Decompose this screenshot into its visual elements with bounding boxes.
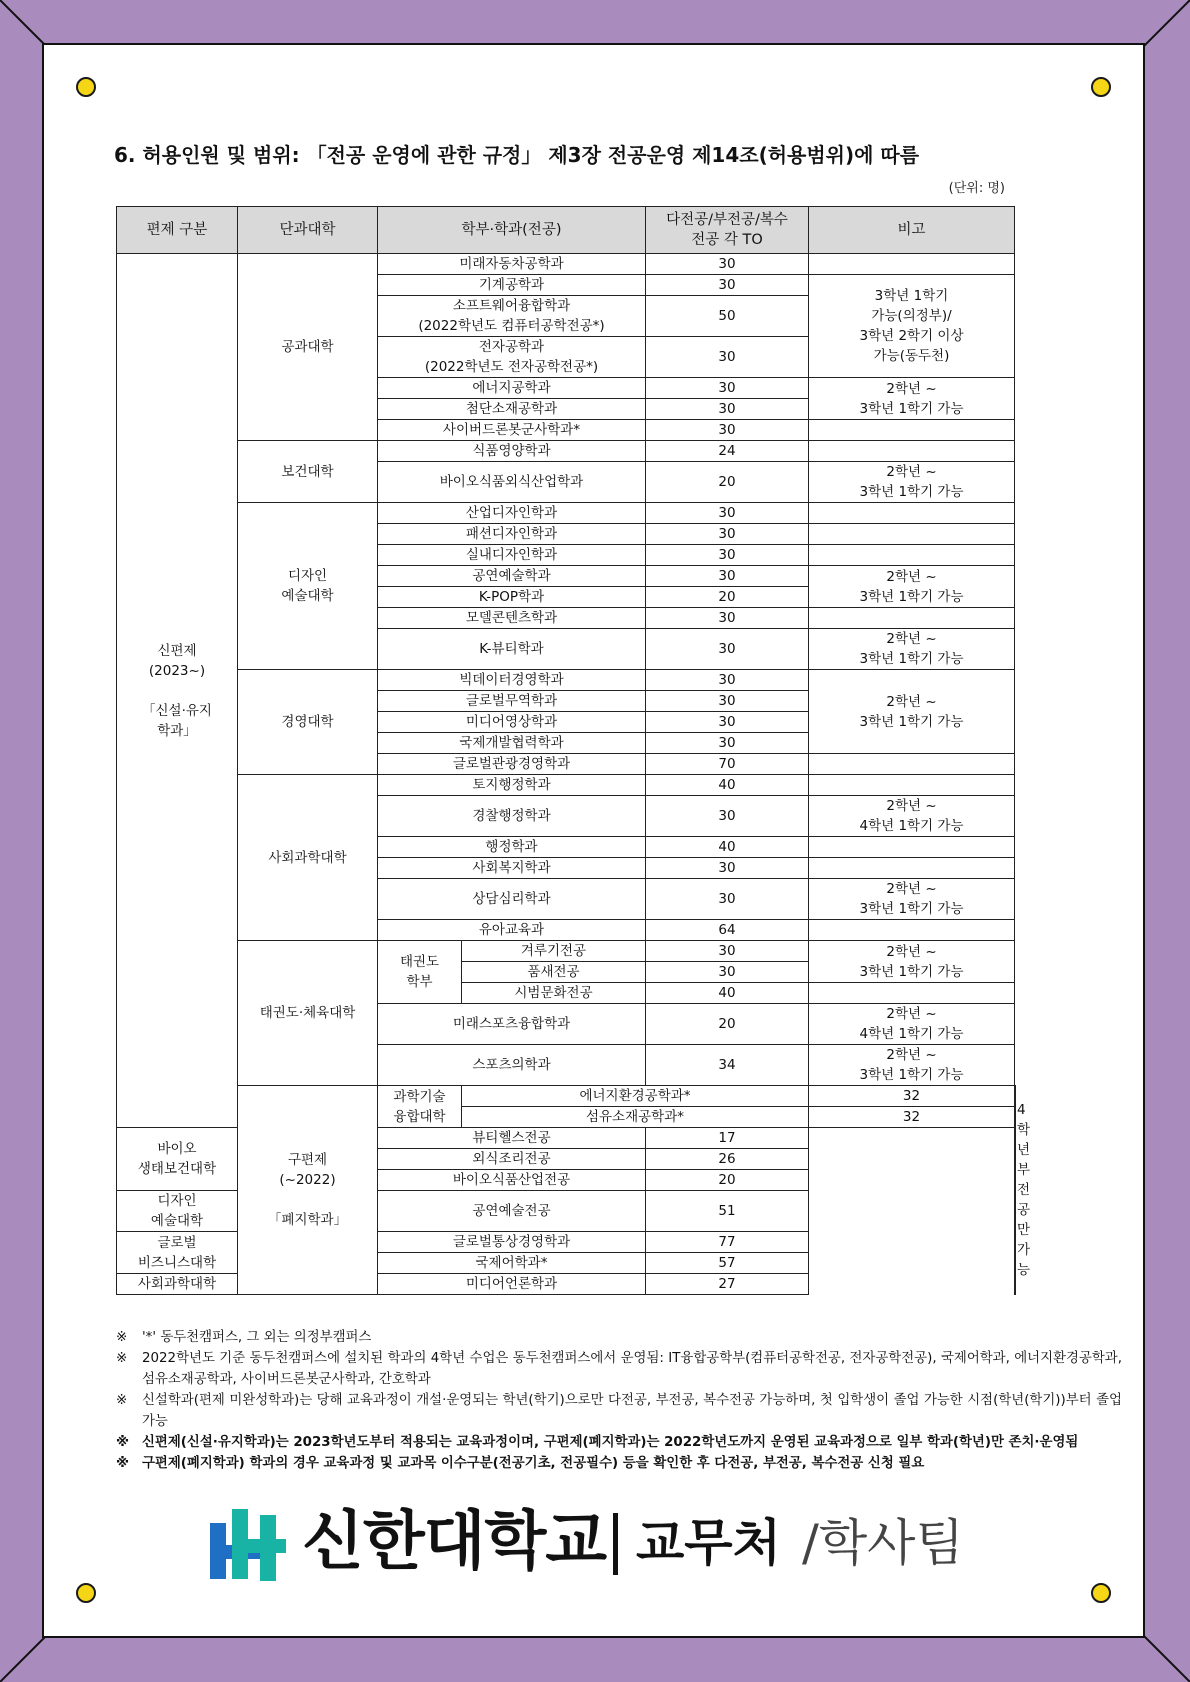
dept-cell: 뷰티헬스전공	[378, 1128, 646, 1149]
to-cell: 32	[809, 1107, 1015, 1128]
corner-pin	[1091, 77, 1111, 97]
dept-cell: 미디어영상학과	[378, 712, 646, 733]
note-text: 신설학과(편제 미완성학과)는 당해 교육과정이 개설·운영되는 학년(학기)으로만 다전공, 부전공, 복수전공 가능하며, 첫 입학생이 졸업 가능한 시점(학년(학기))부터 졸업 가능	[142, 1393, 1122, 1429]
footnote	[116, 1348, 1122, 1390]
note-mark: ※	[116, 1351, 128, 1366]
remark-cell	[809, 983, 1015, 1004]
remark-cell	[809, 545, 1015, 566]
remark-cell: 2학년 ~ 4학년 1학기 가능	[809, 796, 1015, 837]
logo-name: 신한대학교	[302, 1505, 607, 1579]
dept-cell: K-뷰티학과	[378, 629, 646, 670]
to-cell: 30	[646, 879, 809, 920]
dept-cell: 소프트웨어융합학과 (2022학년도 컴퓨터공학전공*)	[378, 296, 646, 337]
dept-cell: 바이오식품외식산업학과	[378, 462, 646, 503]
to-cell: 30	[646, 254, 809, 275]
footnote	[116, 1390, 1122, 1432]
dept-cell: 실내디자인학과	[378, 545, 646, 566]
to-cell: 30	[646, 399, 809, 420]
remark-cell	[809, 524, 1015, 545]
dept-cell: 산업디자인학과	[378, 503, 646, 524]
dept-cell: 외식조리전공	[378, 1149, 646, 1170]
remark-cell: 4학년 부전공만 가능	[1015, 1086, 1016, 1295]
university-logo	[206, 1499, 1066, 1589]
college-design: 디자인 예술대학	[238, 503, 378, 670]
remark-cell	[809, 858, 1015, 879]
footnotes	[116, 1327, 1122, 1474]
to-cell: 24	[646, 441, 809, 462]
header-curriculum: 편제 구분	[117, 207, 238, 254]
to-cell: 51	[646, 1191, 809, 1232]
old-curriculum-label: 구편제 (~2022) 「폐지학과」	[238, 1086, 378, 1295]
college-bio: 바이오 생태보건대학	[117, 1128, 238, 1191]
remark-cell: 2학년 ~ 4학년 1학기 가능	[809, 1004, 1015, 1045]
dept-cell: K-POP학과	[378, 587, 646, 608]
college-design-old: 디자인 예술대학	[117, 1191, 238, 1232]
dept-cell: 토지행정학과	[378, 775, 646, 796]
to-cell: 30	[646, 796, 809, 837]
dept-cell: 사이버드론봇군사학과*	[378, 420, 646, 441]
dept-cell: 경찰행정학과	[378, 796, 646, 837]
to-cell: 30	[646, 629, 809, 670]
to-cell: 20	[646, 1170, 809, 1191]
dept-cell: 스포츠의학과	[378, 1045, 646, 1086]
new-curriculum-label: 신편제 (2023~) 「신설·유지 학과」	[117, 254, 238, 1128]
header-to: 다전공/부전공/복수 전공 각 TO	[646, 207, 809, 254]
logo-team: /학사팀	[802, 1514, 964, 1572]
to-cell: 30	[646, 524, 809, 545]
remark-cell	[809, 837, 1015, 858]
to-cell: 30	[646, 378, 809, 399]
note-mark: ※	[116, 1456, 130, 1471]
dept-cell: 에너지환경공학과*	[462, 1086, 809, 1107]
dept-cell: 전자공학과 (2022학년도 전자공학전공*)	[378, 337, 646, 378]
dept-cell: 빅데이터경영학과	[378, 670, 646, 691]
to-cell: 40	[646, 983, 809, 1004]
header-college: 단과대학	[238, 207, 378, 254]
dept-cell: 유아교육과	[378, 920, 646, 941]
to-cell: 17	[646, 1128, 809, 1149]
dept-cell: 식품영양학과	[378, 441, 646, 462]
remark-cell	[809, 754, 1015, 775]
dept-cell: 국제어학과*	[378, 1253, 646, 1274]
table-row	[117, 1086, 1016, 1107]
dept-cell: 바이오식품산업전공	[378, 1170, 646, 1191]
remark-cell	[809, 503, 1015, 524]
dept-cell: 미디어언론학과	[378, 1274, 646, 1295]
note-text: 신편제(신설·유지학과)는 2023학년도부터 적용되는 교육과정이며, 구편제(폐지학과)는 2022학년도까지 운영된 교육과정으로 일부 학과(학년)만 존치·운영됨	[142, 1435, 1079, 1450]
shinhan-emblem-icon	[206, 1505, 290, 1587]
to-cell: 77	[646, 1232, 809, 1253]
remark-cell: 3학년 1학기 가능(의정부)/ 3학년 2학기 이상 가능(동두천)	[809, 275, 1015, 378]
footnote	[116, 1327, 1122, 1348]
taekwondo-division: 태권도 학부	[378, 941, 462, 1004]
remark-cell: 2학년 ~ 3학년 1학기 가능	[809, 566, 1015, 608]
to-cell: 30	[646, 670, 809, 691]
dept-cell: 모델콘텐츠학과	[378, 608, 646, 629]
remark-cell: 2학년 ~ 3학년 1학기 가능	[809, 629, 1015, 670]
dept-cell: 미래자동차공학과	[378, 254, 646, 275]
note-text: 2022학년도 기준 동두천캠퍼스에 설치된 학과의 4학년 수업은 동두천캠퍼스에서 운영됨: IT융합공학부(컴퓨터공학전공, 전자공학전공), 국제어학과, 에너지환경공학과, 섬유소재공학과, 사이버드론봇군사학과, 간호학과	[142, 1351, 1122, 1387]
header-department: 학부·학과(전공)	[378, 207, 646, 254]
college-social: 사회과학대학	[238, 775, 378, 941]
to-cell: 30	[646, 962, 809, 983]
to-cell: 20	[646, 1004, 809, 1045]
dept-cell: 공연예술전공	[378, 1191, 646, 1232]
to-cell: 50	[646, 296, 809, 337]
to-cell: 30	[646, 712, 809, 733]
remark-cell: 2학년 ~ 3학년 1학기 가능	[809, 462, 1015, 503]
footnote	[116, 1432, 1122, 1453]
dept-cell: 품새전공	[462, 962, 646, 983]
table-header-row	[117, 207, 1016, 254]
college-taekwondo: 태권도·체육대학	[238, 941, 378, 1086]
table-row	[117, 441, 1016, 462]
logo-department: 교무처	[636, 1514, 781, 1572]
dept-cell: 사회복지학과	[378, 858, 646, 879]
dept-cell: 기계공학과	[378, 275, 646, 296]
college-social-old: 사회과학대학	[117, 1274, 238, 1295]
to-cell: 57	[646, 1253, 809, 1274]
to-cell: 70	[646, 754, 809, 775]
to-cell: 30	[646, 420, 809, 441]
to-cell: 26	[646, 1149, 809, 1170]
college-scitech: 과학기술 융합대학	[378, 1086, 462, 1128]
remark-cell: 2학년 ~ 3학년 1학기 가능	[809, 1045, 1015, 1086]
remark-cell: 2학년 ~ 3학년 1학기 가능	[809, 670, 1015, 754]
remark-cell	[809, 608, 1015, 629]
college-business: 경영대학	[238, 670, 378, 775]
to-cell: 30	[646, 545, 809, 566]
unit-label: (단위: 명)	[948, 181, 1005, 196]
footnote	[116, 1453, 1122, 1474]
college-engineering: 공과대학	[238, 254, 378, 441]
dept-cell: 글로벌관광경영학과	[378, 754, 646, 775]
table-row	[117, 941, 1016, 962]
dept-cell: 섬유소재공학과*	[462, 1107, 809, 1128]
to-cell: 20	[646, 462, 809, 503]
to-cell: 30	[646, 275, 809, 296]
corner-pin	[1091, 1583, 1111, 1603]
remark-cell	[809, 775, 1015, 796]
dept-cell: 첨단소재공학과	[378, 399, 646, 420]
note-mark: ※	[116, 1330, 128, 1345]
dept-cell: 국제개발협력학과	[378, 733, 646, 754]
table-row	[117, 503, 1016, 524]
to-cell: 30	[646, 691, 809, 712]
note-mark: ※	[116, 1435, 130, 1450]
to-cell: 30	[646, 941, 809, 962]
to-cell: 27	[646, 1274, 809, 1295]
to-cell: 30	[646, 503, 809, 524]
dept-cell: 글로벌무역학과	[378, 691, 646, 712]
to-cell: 30	[646, 337, 809, 378]
remark-cell: 2학년 ~ 3학년 1학기 가능	[809, 941, 1015, 983]
dept-cell: 공연예술학과	[378, 566, 646, 587]
to-cell: 34	[646, 1045, 809, 1086]
remark-cell: 2학년 ~ 3학년 1학기 가능	[809, 378, 1015, 420]
to-cell: 40	[646, 837, 809, 858]
dept-cell: 시범문화전공	[462, 983, 646, 1004]
dept-cell: 상담심리학과	[378, 879, 646, 920]
dept-cell: 미래스포츠융합학과	[378, 1004, 646, 1045]
remark-cell	[809, 441, 1015, 462]
college-global: 글로벌 비즈니스대학	[117, 1232, 238, 1274]
to-cell: 30	[646, 566, 809, 587]
to-cell: 64	[646, 920, 809, 941]
to-cell: 30	[646, 858, 809, 879]
college-health: 보건대학	[238, 441, 378, 503]
table-row	[117, 775, 1016, 796]
dept-cell: 에너지공학과	[378, 378, 646, 399]
to-cell: 30	[646, 733, 809, 754]
note-text: 구편제(폐지학과) 학과의 경우 교육과정 및 교과목 이수구분(전공기초, 전공필수) 등을 확인한 후 다전공, 부전공, 복수전공 신청 필요	[142, 1456, 925, 1471]
dept-cell: 패션디자인학과	[378, 524, 646, 545]
dept-cell: 글로벌통상경영학과	[378, 1232, 646, 1253]
dept-cell: 행정학과	[378, 837, 646, 858]
remark-cell	[809, 254, 1015, 275]
corner-pin	[76, 77, 96, 97]
remark-cell	[809, 420, 1015, 441]
remark-cell: 2학년 ~ 3학년 1학기 가능	[809, 879, 1015, 920]
note-mark: ※	[116, 1393, 128, 1408]
quota-table	[116, 206, 1031, 1295]
to-cell: 32	[809, 1086, 1015, 1107]
table-row	[117, 670, 1016, 691]
remark-cell	[809, 920, 1015, 941]
corner-pin	[76, 1583, 96, 1603]
document-page	[42, 43, 1145, 1638]
dept-cell: 겨루기전공	[462, 941, 646, 962]
note-text: '*' 동두천캠퍼스, 그 외는 의정부캠퍼스	[142, 1330, 372, 1345]
section-heading: 6. 허용인원 및 범위: 「전공 운영에 관한 규정」 제3장 전공운영 제14조(허용범위)에 따름	[114, 143, 920, 167]
header-remarks: 비고	[809, 207, 1015, 254]
to-cell: 40	[646, 775, 809, 796]
logo-divider	[613, 1513, 618, 1575]
to-cell: 20	[646, 587, 809, 608]
to-cell: 30	[646, 608, 809, 629]
table-row	[117, 254, 1016, 275]
